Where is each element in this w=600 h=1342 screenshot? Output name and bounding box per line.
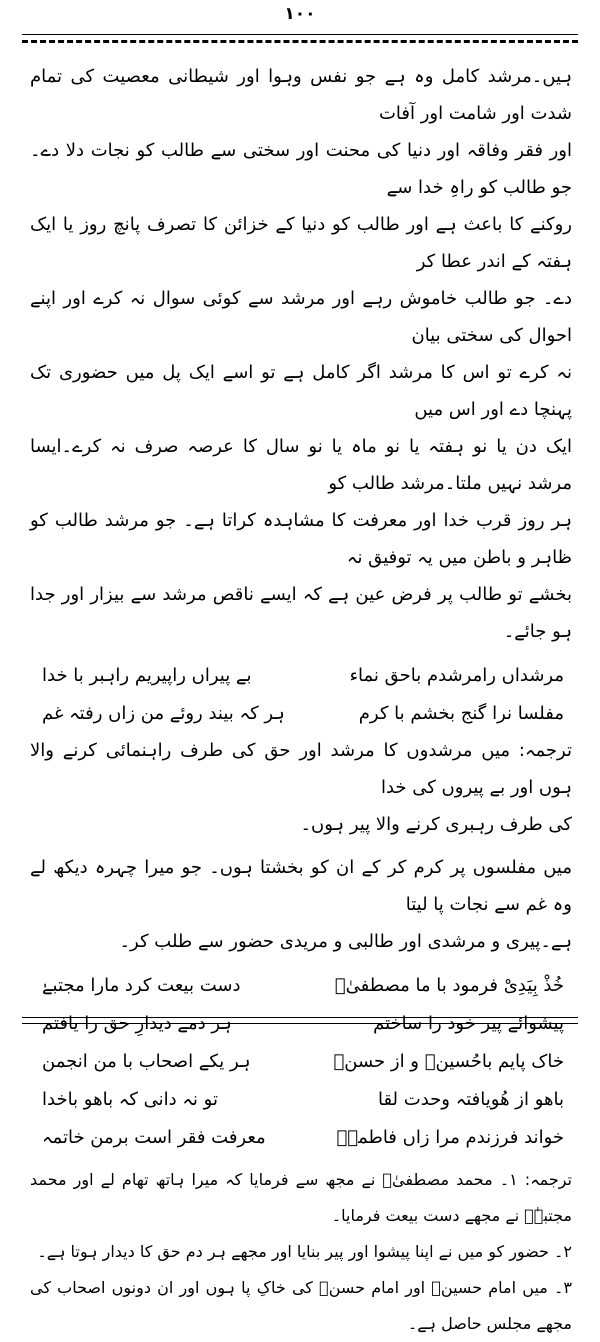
hemistich-right: خواند فرزندم مرا زاں فاطمہؓ — [336, 1126, 564, 1148]
header-dashed-rule — [22, 40, 578, 43]
note-line: ترجمہ: ۱۔ محمد مصطفیٰؐ نے مجھ سے فرمایا کہ میرا ہاتھ تھام لے اور محمد مجتبےٰؐ نے مجھے دست بیعت فرمایا۔ — [30, 1170, 572, 1225]
hemistich-right: مفلسا نرا گنج بخشم با کرم — [358, 702, 564, 724]
text-line: میں مفلسوں پر کرم کر کے ان کو بخشتا ہوں۔ جو میرا چہرہ دیکھ لے وہ غم سے نجات پا لیتا — [30, 857, 572, 915]
header-rule — [22, 34, 578, 35]
text-line: کی طرف رہبری کرنے والا پیر ہوں۔ — [300, 814, 572, 835]
text-line: ہیں۔مرشد کامل وہ ہے جو نفس وہوا اور شیطانی معصیت کی تمام شدت اور شامت اور آفات — [30, 66, 572, 124]
verse-1 — [30, 656, 572, 732]
couplet — [30, 1080, 572, 1118]
hemistich-right: خاک پایم باحُسینؑ و از حسنؑ — [333, 1050, 564, 1072]
couplet — [30, 1118, 572, 1156]
page-content — [30, 58, 572, 1342]
hemistich-right: مرشداں رامرشدم باحق نماء — [349, 664, 564, 686]
text-line: نہ کرے تو اس کا مرشد اگر کامل ہے تو اسے ایک پل میں حضوری تک پہنچا دے اور اس میں — [30, 362, 572, 420]
hemistich-right: خُذْ بِیَدِیْ فرمود با ما مصطفیٰؐ — [334, 974, 564, 996]
footer-rule — [22, 1023, 578, 1024]
couplet — [30, 1042, 572, 1080]
hemistich-left: تو نہ دانی کہ باھو باخدا — [42, 1088, 218, 1110]
intro-paragraph — [30, 58, 572, 650]
couplet — [30, 966, 572, 1004]
hemistich-right: باھو از ھُویافتہ وحدت لقا — [377, 1088, 564, 1110]
hemistich-left: دست بیعت کرد مارا مجتبےٰ — [42, 974, 241, 996]
text-line: ہر روز قرب خدا اور معرفت کا مشاہدہ کراتا ہے۔ جو مرشد طالب کو ظاہر و باطن میں یہ توفیق نہ — [30, 510, 572, 568]
verse-2 — [30, 966, 572, 1156]
hemistich-left: بے پیراں راپیریم راہبر با خدا — [42, 664, 252, 686]
page-number: ۱۰۰ — [284, 4, 316, 24]
note-line: ۳۔ میں امام حسینؑ اور امام حسنؑ کی خاکِ پا ہوں اور ان دونوں اصحاب کی مجھے مجلس حاصل ہے۔ — [30, 1278, 572, 1333]
text-line: اور فقر وفاقہ اور دنیا کی محنت اور سختی سے طالب کو نجات دلا دے۔ جو طالب کو راہِ خدا سے — [30, 140, 572, 198]
text-line: دے۔ جو طالب خاموش رہے اور مرشد سے کوئی سوال نہ کرے اور اپنے احوال کی سختی بیان — [30, 288, 572, 346]
notes — [30, 1162, 572, 1342]
couplet — [30, 656, 572, 694]
text-line: روکنے کا باعث ہے اور طالب کو دنیا کے خزائن کا تصرف پانچ روز یا ایک ہفتہ کے اندر عطا کر — [30, 214, 572, 272]
translation-1 — [30, 732, 572, 843]
hemistich-left: معرفت فقر است برمن خاتمہ — [42, 1126, 266, 1148]
text-line: ایک دن یا نو ہفتہ یا نو ماہ یا نو سال کا عرصہ صرف نہ کرے۔ایسا مرشد نہیں ملتا۔مرشد طالب کو — [30, 436, 572, 494]
text-line: ترجمہ: میں مرشدوں کا مرشد اور حق کی طرف راہنمائی کرنے والا ہوں اور بے پیروں کی خدا — [30, 740, 572, 798]
text-line: ہے۔پیری و مرشدی اور طالبی و مریدی حضور سے طلب کر۔ — [119, 931, 572, 952]
couplet — [30, 694, 572, 732]
hemistich-left: ہر یکے اصحاب با من انجمن — [42, 1050, 251, 1072]
hemistich-left: ہر دمے دیدارِ حق را یافتم — [42, 1012, 232, 1034]
footer-rule — [22, 1017, 578, 1018]
text-line: بخشے تو طالب پر فرض عین ہے کہ ایسے ناقص مرشد سے بیزار اور جدا ہو جائے۔ — [30, 584, 572, 642]
note-line: ۲۔ حضور کو میں نے اپنا پیشوا اور پیر بنایا اور مجھے ہر دم حق کا دیدار ہوتا ہے۔ — [37, 1242, 572, 1261]
paragraph-2 — [30, 849, 572, 960]
hemistich-right: پیشوائے پیر خود را ساختم — [373, 1012, 564, 1034]
hemistich-left: ہر کہ بیند روئے من زاں رفتہ غم — [42, 702, 285, 724]
